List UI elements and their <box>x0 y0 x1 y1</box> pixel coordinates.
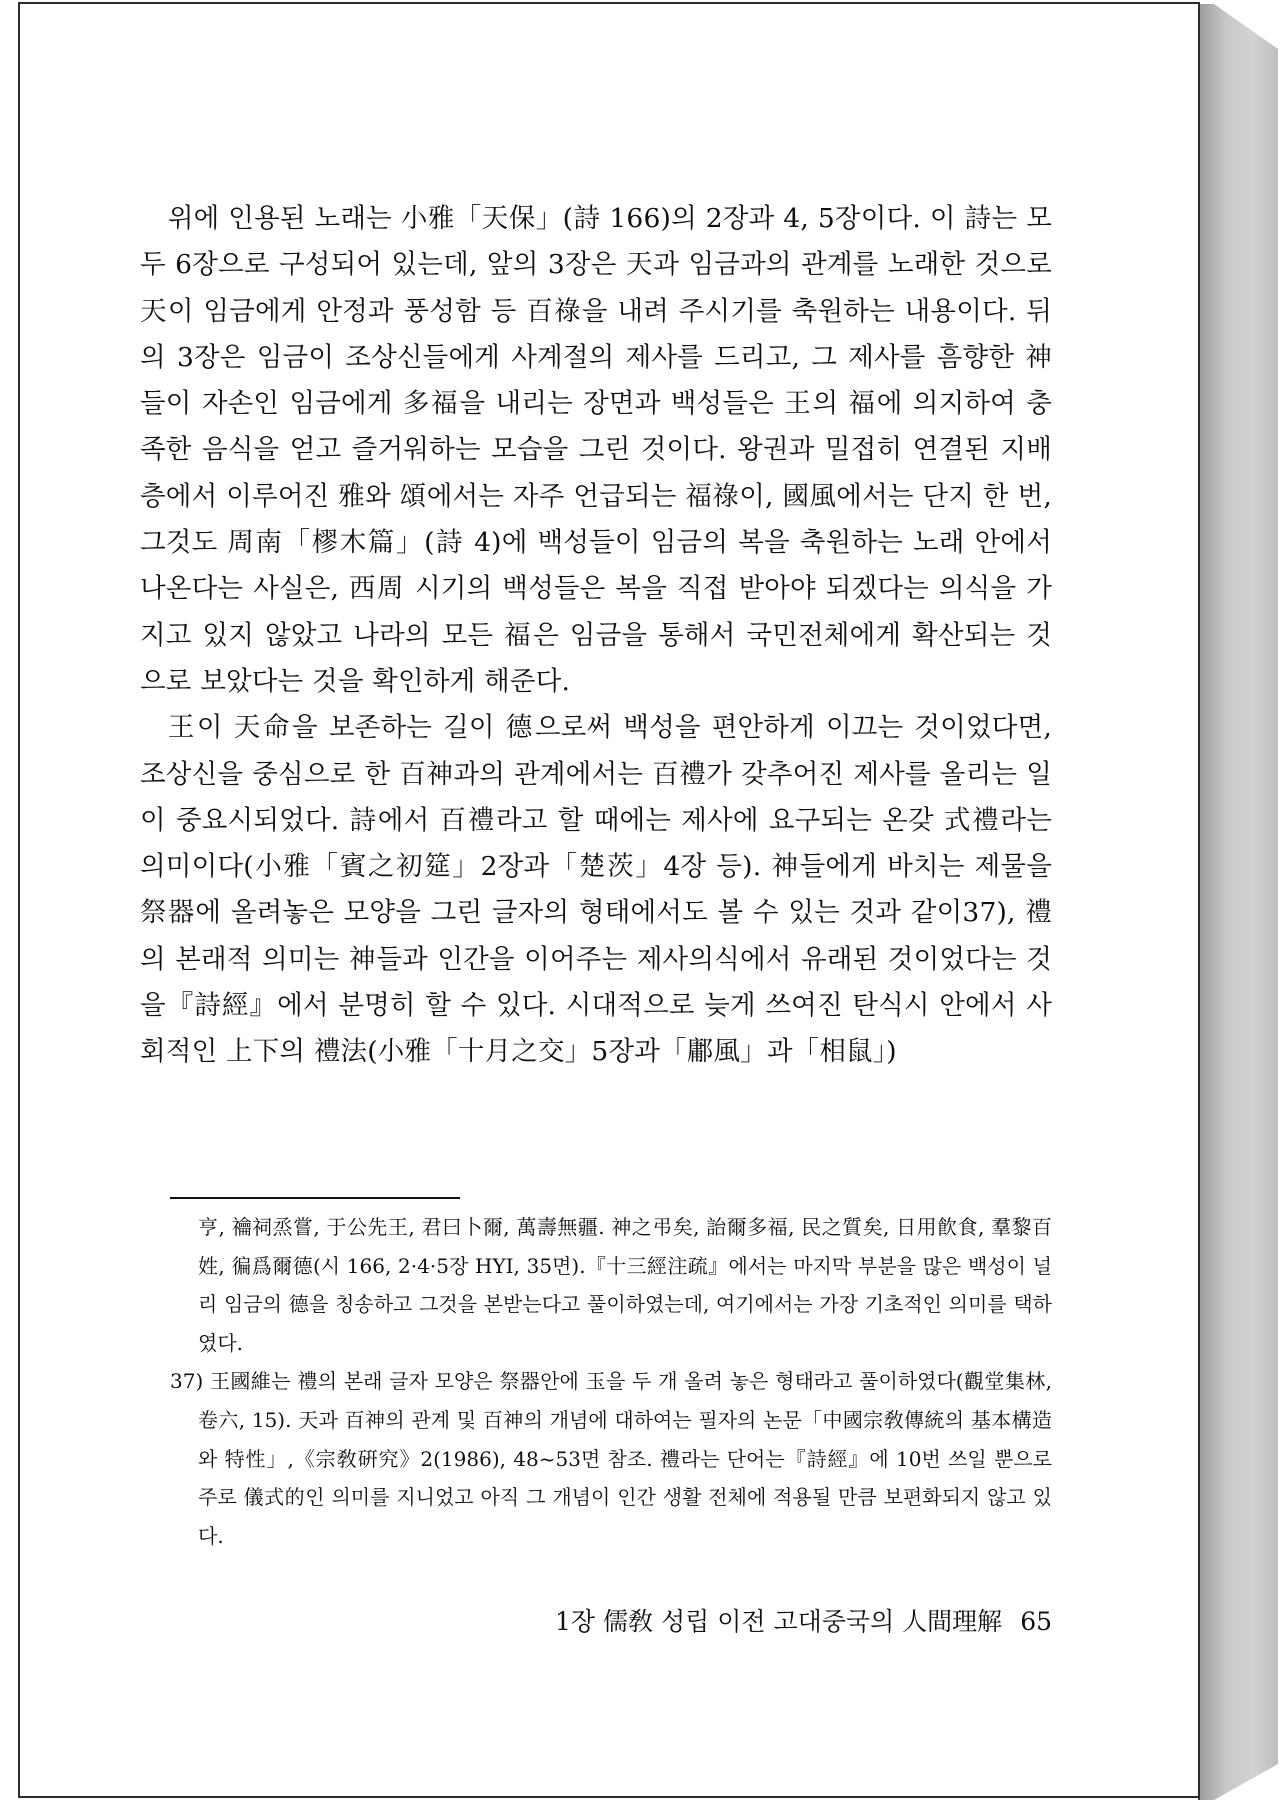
paragraph-1: 위에 인용된 노래는 小雅「天保」(詩 166)의 2장과 4, 5장이다. 이 詩는 모두 6장으로 구성되어 있는데, 앞의 3장은 天과 임금과의 관계를 노래한 것으로 天이 임금에게 안정과 풍성함 등 百祿을 내려 주시기를 축원하는 내용이다. 뒤의 3장은 임금이 조상신들에게 사계절의 제사를 드리고, 그 제사를 흠향한 神들이 자손인 임금에게 多福을 내리는 장면과 백성들은 王의 福에 의지하여 충족한 음식을 얻고 즐거워하는 모습을 그린 것이다. 왕권과 밀접히 연결된 지배층에서 이루어진 雅와 頌에서는 자주 언급되는 福祿이, 國風에서는 단지 한 번, 그것도 周南「樛木篇」(詩 4)에 백성들이 임금의 복을 축원하는 노래 안에서 나온다는 사실은, 西周 시기의 백성들은 복을 직접 받아야 되겠다는 의식을 가지고 있지 않았고 나라의 모든 福은 임금을 통해서 국민전체에게 확산되는 것으로 보았다는 것을 확인하게 해준다. <box>140 203 1052 697</box>
page-number: 65 <box>1020 1607 1052 1636</box>
main-text <box>140 196 1052 1076</box>
footnote-continuation: 亨, 禴祠烝嘗, 于公先王, 君曰卜爾, 萬壽無疆. 神之弔矣, 詒爾多福, 民之質矣, 日用飮食, 羣黎百姓, 徧爲爾德(시 166, 2·4·5장 HYI, 35면).『十三經注疏』에서는 마지막 부분을 많은 백성이 널리 임금의 德을 칭송하고 그것을 본받는다고 풀이하였는데, 여기에서는 가장 기초적인 의미를 택하였다. <box>198 1215 1052 1355</box>
chapter-title: 1장 儒敎 성립 이전 고대중국의 人間理解 <box>555 1607 1003 1636</box>
footnotes <box>170 1208 1052 1555</box>
footnote-divider <box>170 1197 460 1199</box>
footnote-37: 37) 王國維는 禮의 본래 글자 모양은 祭器안에 玉을 두 개 올려 놓은 형태라고 풀이하였다(觀堂集林, 卷六, 15). 天과 百神의 관계 및 百神의 개념에 대하여는 필자의 논문「中國宗敎傳統의 基本構造와 特性」,《宗敎硏究》2(1986), 48~53면 참조. 禮라는 단어는『詩經』에 10번 쓰일 뿐으로 주로 儀式的인 의미를 지니었고 아직 그 개념이 인간 생활 전체에 적용될 만큼 보편화되지 않고 있다. <box>170 1369 1052 1548</box>
page-stack-edge <box>1198 4 1278 1800</box>
running-footer <box>555 1602 1052 1638</box>
paragraph-2: 王이 天命을 보존하는 길이 德으로써 백성을 편안하게 이끄는 것이었다면, 조상신을 중심으로 한 百神과의 관계에서는 百禮가 갖추어진 제사를 올리는 일이 중요시되었다. 詩에서 百禮라고 할 때에는 제사에 요구되는 온갖 式禮라는 의미이다(小雅「賓之初筵」2장과「楚茨」4장 등). 神들에게 바치는 제물을 祭器에 올려놓은 모양을 그린 글자의 형태에서도 볼 수 있는 것과 같이37), 禮의 본래적 의미는 神들과 인간을 이어주는 제사의식에서 유래된 것이었다는 것을『詩經』에서 분명히 할 수 있다. 시대적으로 늦게 쓰여진 탄식시 안에서 사회적인 上下의 禮法(小雅「十月之交」5장과「鄘風」과「相鼠」) <box>140 712 1052 1068</box>
